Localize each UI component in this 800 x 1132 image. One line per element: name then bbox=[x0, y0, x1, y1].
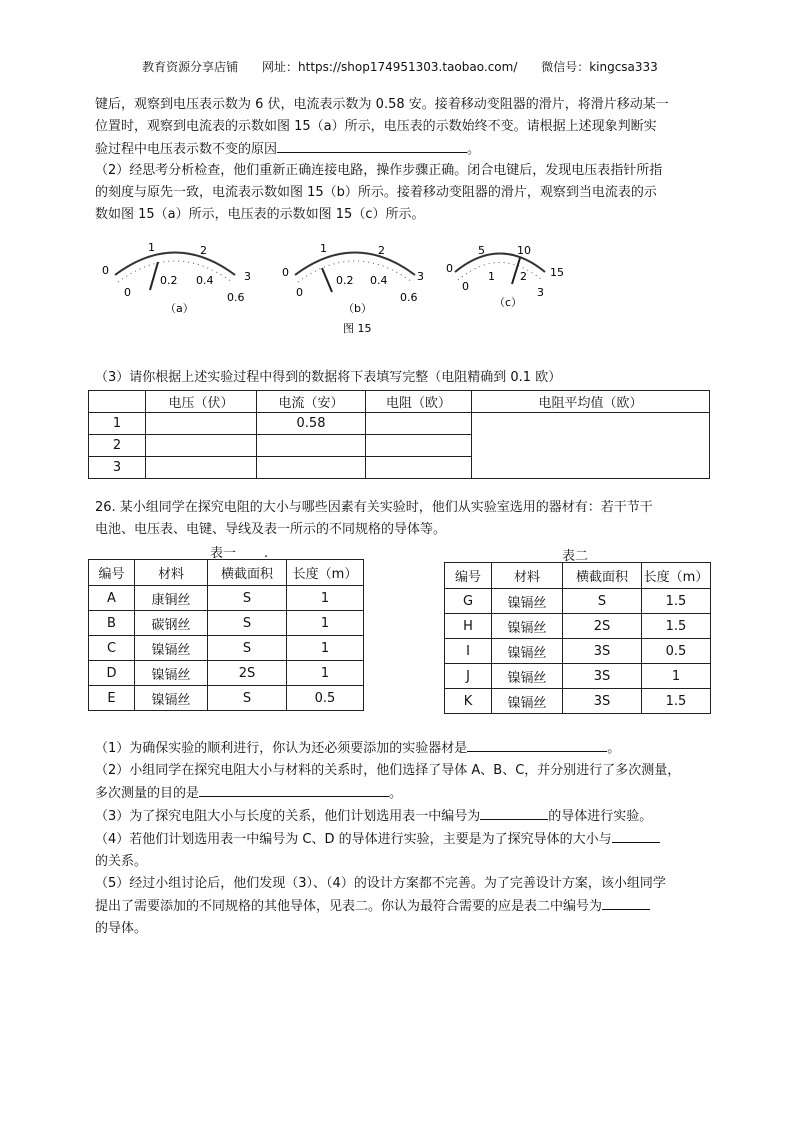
data-table-header: 电压（伏） bbox=[146, 391, 257, 413]
table-row bbox=[445, 614, 711, 639]
table-cell: 1 bbox=[89, 413, 146, 435]
table-cell: 康铜丝 bbox=[135, 586, 208, 611]
table-cell: A bbox=[89, 586, 135, 611]
meter-a-needle bbox=[150, 262, 158, 290]
meter-a bbox=[102, 241, 251, 315]
meter-a-outer-3: 0.6 bbox=[227, 291, 245, 304]
text-segment: 的导体进行实验。 bbox=[548, 809, 653, 824]
table-cell: 镍镉丝 bbox=[492, 664, 563, 689]
para2-line3: 数如图 15（a）所示，电压表的示数如图 15（c）所示。 bbox=[95, 207, 425, 222]
answer-blank[interactable] bbox=[467, 737, 607, 752]
table-row bbox=[89, 661, 364, 686]
table-cell: 长度（m） bbox=[287, 560, 364, 586]
average-cell[interactable] bbox=[472, 413, 710, 479]
table-cell[interactable] bbox=[146, 435, 257, 457]
table-cell: I bbox=[445, 639, 492, 664]
text-segment: 。 bbox=[467, 142, 481, 157]
table-cell: 横截面积 bbox=[208, 560, 287, 586]
data-table-header: 电阻（欧） bbox=[366, 391, 472, 413]
table-cell: 2S bbox=[563, 614, 642, 639]
answer-blank[interactable] bbox=[612, 828, 660, 843]
meter-c bbox=[446, 244, 564, 309]
table-cell: 1 bbox=[287, 661, 364, 686]
table-row bbox=[89, 586, 364, 611]
table-cell: 镍镉丝 bbox=[492, 614, 563, 639]
meter-c-inner-0: 0 bbox=[446, 262, 453, 275]
table-cell: S bbox=[208, 611, 287, 636]
table-cell: 镍镉丝 bbox=[492, 689, 563, 714]
table-cell[interactable] bbox=[146, 413, 257, 435]
q5-line1: （5）经过小组讨论后，他们发现（3）、（4）的设计方案都不完善。为了完善设计方案，该小组同学 bbox=[95, 876, 666, 891]
table-cell: 镍镉丝 bbox=[492, 639, 563, 664]
q4-line2: 的关系。 bbox=[95, 854, 148, 869]
table-cell: K bbox=[445, 689, 492, 714]
table-cell: E bbox=[89, 686, 135, 711]
table-cell: H bbox=[445, 614, 492, 639]
table-cell: 1 bbox=[287, 636, 364, 661]
meter-c-inner-3: 15 bbox=[550, 266, 564, 279]
q1-line bbox=[95, 737, 710, 760]
table-row bbox=[445, 589, 711, 614]
header-url: 网址：https://shop174951303.taobao.com/ bbox=[262, 60, 518, 74]
para1-line1: 键后，观察到电压表示数为 6 伏，电流表示数为 0.58 安。接着移动变阻器的滑片，将滑片移动某一 bbox=[95, 97, 669, 112]
table-cell[interactable] bbox=[257, 435, 366, 457]
table2-caption: 表二 bbox=[562, 549, 589, 564]
meter-c-needle bbox=[512, 258, 520, 284]
table-cell: 2 bbox=[89, 435, 146, 457]
table-cell: S bbox=[563, 589, 642, 614]
q5-line3: 的导体。 bbox=[95, 921, 148, 936]
table-cell: J bbox=[445, 664, 492, 689]
table-cell: C bbox=[89, 636, 135, 661]
meter-scale-mark bbox=[295, 253, 415, 276]
meter-a-inner-0: 0 bbox=[102, 264, 109, 277]
table-cell[interactable] bbox=[257, 457, 366, 479]
table-cell: 3S bbox=[563, 664, 642, 689]
figure-caption: 图 15 bbox=[343, 322, 372, 335]
table-cell: G bbox=[445, 589, 492, 614]
text-segment: （1）为确保实验的顺利进行，你认为还必须要添加的实验器材是 bbox=[95, 741, 468, 756]
text-segment: 。 bbox=[389, 786, 403, 801]
meter-b-inner-3: 3 bbox=[417, 270, 424, 283]
meter-a-outer-1: 0.2 bbox=[160, 274, 178, 287]
table-cell[interactable] bbox=[366, 435, 472, 457]
para2-line1: （2）经思考分析检查，他们重新正确连接电路，操作步骤正确。闭合电键后，发现电压表指针所指 bbox=[95, 163, 663, 178]
table-cell: 编号 bbox=[445, 563, 492, 589]
meter-b-inner-2: 2 bbox=[378, 244, 385, 257]
sub-questions bbox=[95, 737, 710, 940]
meter-scale-mark bbox=[458, 263, 542, 281]
q3-line bbox=[95, 805, 710, 828]
meter-c-label: （c） bbox=[494, 296, 523, 309]
table-cell: 1.5 bbox=[642, 614, 711, 639]
data-table bbox=[88, 390, 710, 479]
table-1 bbox=[88, 559, 364, 711]
answer-blank[interactable] bbox=[480, 805, 548, 820]
meter-a-inner-3: 3 bbox=[244, 270, 251, 283]
meter-b-outer-1: 0.2 bbox=[336, 274, 354, 287]
q26-line2: 电池、电压表、电键、导线及表一所示的不同规格的导体等。 bbox=[95, 522, 447, 537]
header-wechat: 微信号：kingcsa333 bbox=[541, 60, 658, 74]
table-cell: 材料 bbox=[492, 563, 563, 589]
meter-a-inner-1: 1 bbox=[148, 241, 155, 254]
table-cell: 1.5 bbox=[642, 689, 711, 714]
meter-c-inner-1: 5 bbox=[478, 244, 485, 257]
table-cell: S bbox=[208, 686, 287, 711]
meter-a-outer-0: 0 bbox=[124, 286, 131, 299]
table-cell: 1 bbox=[642, 664, 711, 689]
question-26 bbox=[95, 497, 710, 541]
table-cell[interactable] bbox=[366, 413, 472, 435]
text-segment: 验过程中电压表示数不变的原因 bbox=[95, 142, 278, 157]
q4-line1 bbox=[95, 828, 710, 851]
table-cell: 1.5 bbox=[642, 589, 711, 614]
meter-b-needle bbox=[322, 268, 332, 292]
text-segment: 。 bbox=[607, 741, 621, 756]
table-cell: 1 bbox=[287, 611, 364, 636]
meter-b-outer-0: 0 bbox=[296, 286, 303, 299]
meter-scale-mark bbox=[455, 254, 545, 273]
meter-c-outer-1: 1 bbox=[488, 270, 495, 283]
meter-a-label: （a） bbox=[165, 302, 194, 315]
table-cell: S bbox=[208, 586, 287, 611]
table-row bbox=[89, 413, 710, 435]
table-cell: D bbox=[89, 661, 135, 686]
text-segment: 表一 bbox=[210, 546, 237, 561]
data-table-header: 电流（安） bbox=[257, 391, 366, 413]
table-cell: 编号 bbox=[89, 560, 135, 586]
table-cell: 3S bbox=[563, 639, 642, 664]
text-segment: 提出了需要添加的不同规格的其他导体，见表二。你认为最符合需要的应是表二中编号为 bbox=[95, 899, 603, 914]
q5-line2 bbox=[95, 895, 710, 918]
table-cell: S bbox=[208, 636, 287, 661]
table-cell: 材料 bbox=[135, 560, 208, 586]
q2-line1: （2）小组同学在探究电阻大小与材料的关系时，他们选择了导体 A、B、C，并分别进行了多次测量， bbox=[95, 763, 681, 778]
table-cell: 1 bbox=[287, 586, 364, 611]
meter-b-outer-2: 0.4 bbox=[370, 274, 388, 287]
meter-b bbox=[282, 242, 424, 315]
q26-line1: 26. 某小组同学在探究电阻的大小与哪些因素有关实验时，他们从实验室选用的器材有：若干节干 bbox=[95, 500, 653, 515]
table-cell: B bbox=[89, 611, 135, 636]
table-row bbox=[89, 636, 364, 661]
text-segment: （3）为了探究电阻大小与长度的关系，他们计划选用表一中编号为 bbox=[95, 809, 481, 824]
text-segment: （4）若他们计划选用表一中编号为 C、D 的导体进行实验，主要是为了探究导体的大小与 bbox=[95, 832, 612, 847]
table-cell: 0.58 bbox=[257, 413, 366, 435]
q3-prompt: （3）请你根据上述实验过程中得到的数据将下表填写完整（电阻精确到 0.1 欧） bbox=[95, 370, 562, 385]
text-segment: . bbox=[264, 546, 269, 561]
table-cell: 长度（m） bbox=[642, 563, 711, 589]
meter-b-inner-1: 1 bbox=[320, 242, 327, 255]
table-row bbox=[445, 664, 711, 689]
meter-a-inner-2: 2 bbox=[200, 244, 207, 257]
text-segment: 多次测量的目的是 bbox=[95, 786, 200, 801]
header-shop: 教育资源分享店铺 bbox=[142, 60, 239, 74]
table-cell: 镍镉丝 bbox=[135, 636, 208, 661]
table-cell: 镍镉丝 bbox=[135, 686, 208, 711]
table-2 bbox=[444, 562, 711, 714]
q2-line2 bbox=[95, 782, 710, 805]
meter-scale-mark bbox=[298, 261, 412, 282]
meter-b-label: （b） bbox=[343, 302, 372, 315]
table-row bbox=[445, 689, 711, 714]
table-cell: 横截面积 bbox=[563, 563, 642, 589]
meter-c-outer-3: 3 bbox=[537, 286, 544, 299]
table-cell: 2S bbox=[208, 661, 287, 686]
meter-b-outer-3: 0.6 bbox=[400, 291, 418, 304]
table-row bbox=[89, 611, 364, 636]
table-cell: 3S bbox=[563, 689, 642, 714]
table-cell[interactable] bbox=[366, 457, 472, 479]
answer-blank[interactable] bbox=[602, 895, 650, 910]
table-cell: 镍镉丝 bbox=[492, 589, 563, 614]
table-cell: 0.5 bbox=[642, 639, 711, 664]
table-cell: 镍镉丝 bbox=[135, 661, 208, 686]
table-row bbox=[445, 639, 711, 664]
table-cell: 碳钢丝 bbox=[135, 611, 208, 636]
para2-line2: 的刻度与原先一致，电流表示数如图 15（b）所示。接着移动变阻器的滑片，观察到当电流表的示 bbox=[95, 185, 657, 200]
meter-a-outer-2: 0.4 bbox=[196, 274, 214, 287]
data-table-header: 电阻平均值（欧） bbox=[472, 391, 710, 413]
table-cell: 3 bbox=[89, 457, 146, 479]
table-cell[interactable] bbox=[146, 457, 257, 479]
para1-line2: 位置时，观察到电流表的示数如图 15（a）所示，电压表的示数始终不变。请根据上述现象判断实 bbox=[95, 119, 657, 134]
meter-c-outer-2: 2 bbox=[520, 270, 527, 283]
data-table-header bbox=[89, 391, 146, 413]
meter-c-inner-2: 10 bbox=[517, 244, 531, 257]
meter-scale-mark bbox=[115, 253, 235, 276]
meter-b-inner-0: 0 bbox=[282, 266, 289, 279]
table-row bbox=[89, 686, 364, 711]
table-cell: 0.5 bbox=[287, 686, 364, 711]
meter-c-outer-0: 0 bbox=[462, 280, 469, 293]
answer-blank[interactable] bbox=[199, 782, 389, 797]
